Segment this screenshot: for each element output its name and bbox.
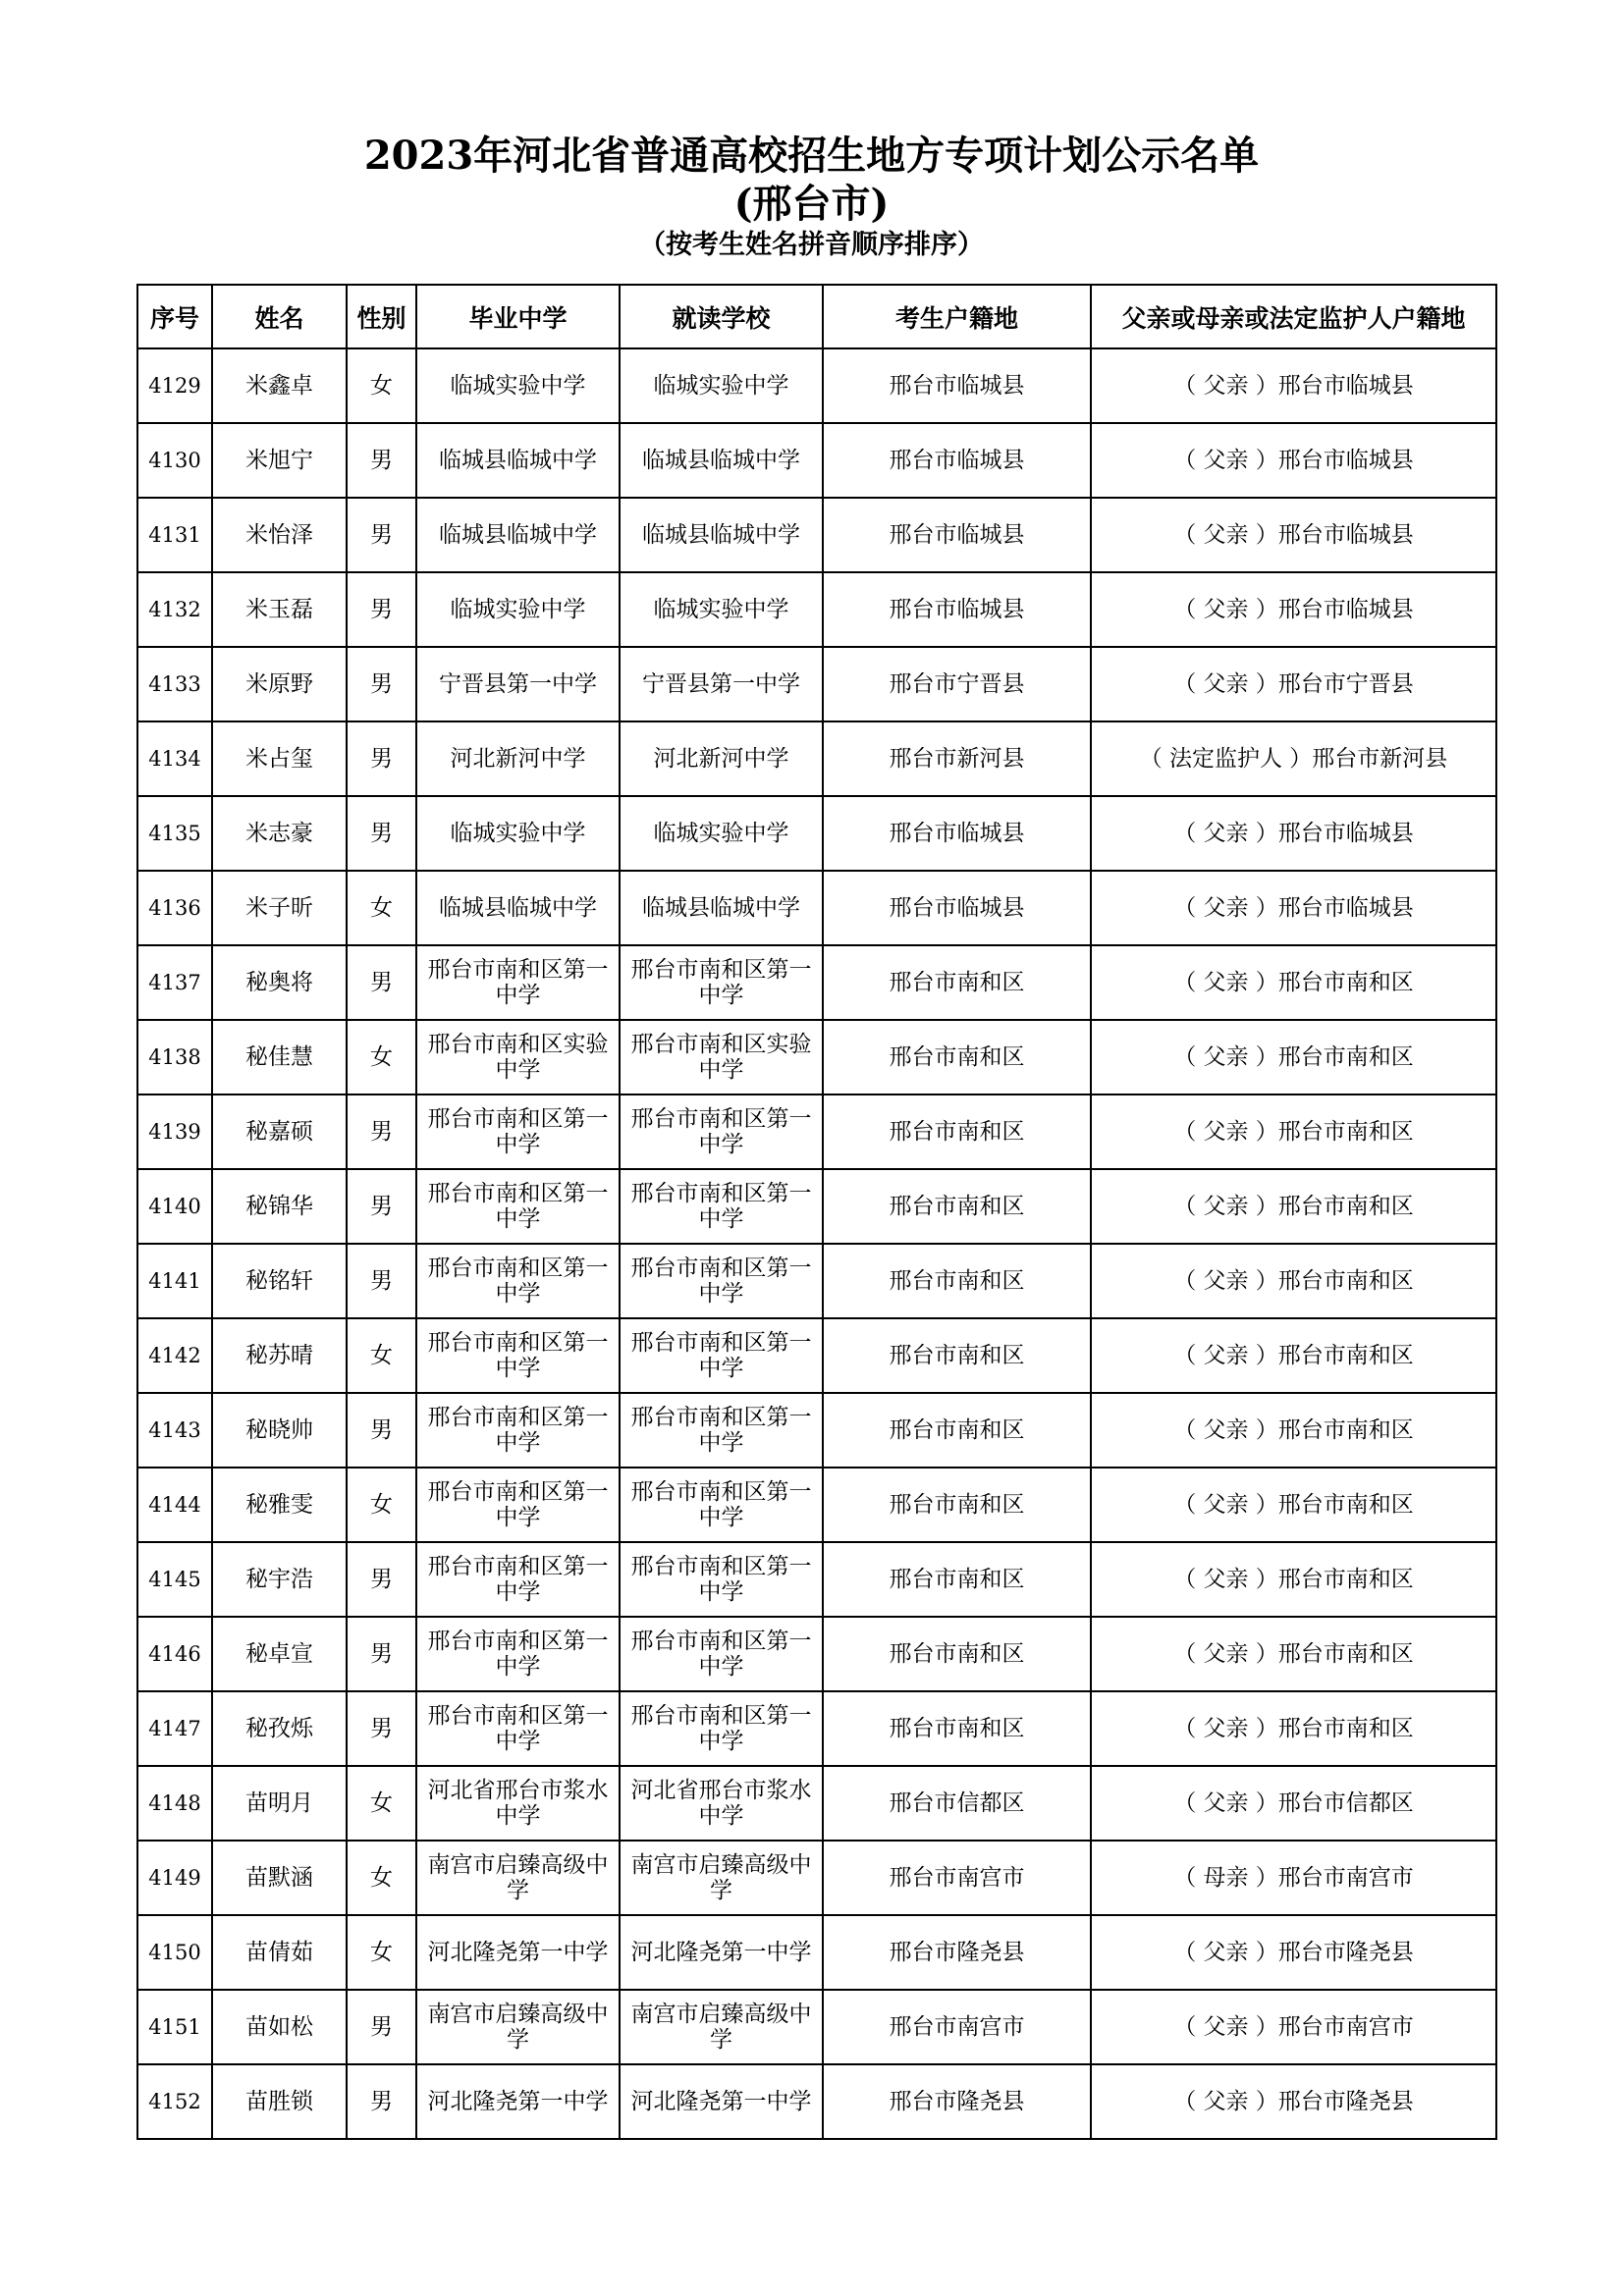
cell-name: 米玉磊 [212, 572, 347, 647]
cell-name: 秘苏晴 [212, 1318, 347, 1393]
cell-gender: 男 [347, 1990, 416, 2064]
cell-guardian-residence: （ 父亲 ）邢台市南和区 [1091, 1169, 1496, 1244]
cell-gender: 女 [347, 871, 416, 945]
table-row [137, 1393, 1496, 1468]
cell-gender: 男 [347, 796, 416, 871]
cell-name: 米志豪 [212, 796, 347, 871]
cell-current-school: 邢台市南和区第一中学 [620, 945, 823, 1020]
cell-guardian-residence: （ 父亲 ）邢台市南和区 [1091, 1542, 1496, 1617]
cell-student-residence: 邢台市新河县 [823, 721, 1091, 796]
cell-current-school: 临城县临城中学 [620, 498, 823, 572]
cell-index: 4134 [137, 721, 212, 796]
cell-guardian-residence: （ 父亲 ）邢台市南宫市 [1091, 1990, 1496, 2064]
cell-graduation-school: 临城实验中学 [416, 348, 620, 423]
cell-guardian-residence: （ 父亲 ）邢台市南和区 [1091, 1691, 1496, 1766]
cell-graduation-school: 宁晋县第一中学 [416, 647, 620, 721]
cell-student-residence: 邢台市南宫市 [823, 1841, 1091, 1915]
cell-student-residence: 邢台市临城县 [823, 572, 1091, 647]
cell-current-school: 邢台市南和区第一中学 [620, 1468, 823, 1542]
table-row [137, 1766, 1496, 1841]
column-header-student-residence: 考生户籍地 [823, 285, 1091, 348]
cell-student-residence: 邢台市南和区 [823, 945, 1091, 1020]
cell-student-residence: 邢台市隆尧县 [823, 1915, 1091, 1990]
cell-graduation-school: 河北新河中学 [416, 721, 620, 796]
cell-gender: 男 [347, 572, 416, 647]
table-row [137, 1318, 1496, 1393]
column-header-graduation-school: 毕业中学 [416, 285, 620, 348]
table-row [137, 1542, 1496, 1617]
table-row [137, 1244, 1496, 1318]
cell-guardian-residence: （ 父亲 ）邢台市南和区 [1091, 1095, 1496, 1169]
cell-index: 4131 [137, 498, 212, 572]
column-header-gender: 性别 [347, 285, 416, 348]
cell-gender: 女 [347, 1766, 416, 1841]
cell-name: 米原野 [212, 647, 347, 721]
cell-index: 4133 [137, 647, 212, 721]
cell-guardian-residence: （ 父亲 ）邢台市南和区 [1091, 1393, 1496, 1468]
cell-guardian-residence: （ 父亲 ）邢台市隆尧县 [1091, 1915, 1496, 1990]
cell-name: 苗默涵 [212, 1841, 347, 1915]
cell-current-school: 南宫市启臻高级中学 [620, 1841, 823, 1915]
cell-current-school: 临城实验中学 [620, 348, 823, 423]
cell-current-school: 邢台市南和区第一中学 [620, 1542, 823, 1617]
cell-index: 4142 [137, 1318, 212, 1393]
page-title: 2023年河北省普通高校招生地方专项计划公示名单 [363, 133, 1260, 179]
cell-guardian-residence: （ 父亲 ）邢台市临城县 [1091, 796, 1496, 871]
cell-graduation-school: 邢台市南和区第一中学 [416, 1095, 620, 1169]
table-row [137, 498, 1496, 572]
cell-gender: 女 [347, 348, 416, 423]
sort-note: （按考生姓名拼音顺序排序） [639, 230, 984, 260]
cell-name: 苗明月 [212, 1766, 347, 1841]
cell-current-school: 邢台市南和区第一中学 [620, 1244, 823, 1318]
cell-current-school: 河北新河中学 [620, 721, 823, 796]
cell-graduation-school: 河北隆尧第一中学 [416, 1915, 620, 1990]
cell-gender: 女 [347, 1020, 416, 1095]
admission-list-table [136, 284, 1497, 2140]
table-body [137, 348, 1496, 2139]
cell-index: 4145 [137, 1542, 212, 1617]
cell-current-school: 临城实验中学 [620, 572, 823, 647]
cell-gender: 女 [347, 1468, 416, 1542]
cell-graduation-school: 邢台市南和区第一中学 [416, 1617, 620, 1691]
table-row [137, 796, 1496, 871]
cell-graduation-school: 临城县临城中学 [416, 498, 620, 572]
cell-guardian-residence: （ 父亲 ）邢台市南和区 [1091, 1244, 1496, 1318]
cell-graduation-school: 邢台市南和区实验中学 [416, 1020, 620, 1095]
cell-current-school: 南宫市启臻高级中学 [620, 1990, 823, 2064]
cell-name: 秘宇浩 [212, 1542, 347, 1617]
cell-guardian-residence: （ 父亲 ）邢台市南和区 [1091, 945, 1496, 1020]
cell-guardian-residence: （ 父亲 ）邢台市南和区 [1091, 1020, 1496, 1095]
cell-graduation-school: 邢台市南和区第一中学 [416, 1542, 620, 1617]
table-row [137, 945, 1496, 1020]
cell-student-residence: 邢台市临城县 [823, 498, 1091, 572]
cell-gender: 男 [347, 2064, 416, 2139]
cell-index: 4140 [137, 1169, 212, 1244]
cell-graduation-school: 临城实验中学 [416, 796, 620, 871]
column-header-index: 序号 [137, 285, 212, 348]
cell-graduation-school: 河北省邢台市浆水中学 [416, 1766, 620, 1841]
cell-current-school: 邢台市南和区第一中学 [620, 1393, 823, 1468]
cell-student-residence: 邢台市南和区 [823, 1617, 1091, 1691]
cell-index: 4135 [137, 796, 212, 871]
table-row [137, 647, 1496, 721]
cell-index: 4141 [137, 1244, 212, 1318]
cell-current-school: 河北隆尧第一中学 [620, 2064, 823, 2139]
cell-name: 秘嘉硕 [212, 1095, 347, 1169]
cell-index: 4138 [137, 1020, 212, 1095]
cell-name: 苗倩茹 [212, 1915, 347, 1990]
cell-current-school: 邢台市南和区第一中学 [620, 1169, 823, 1244]
cell-index: 4130 [137, 423, 212, 498]
table-row [137, 1841, 1496, 1915]
cell-gender: 男 [347, 1095, 416, 1169]
cell-graduation-school: 邢台市南和区第一中学 [416, 1393, 620, 1468]
cell-gender: 男 [347, 1691, 416, 1766]
cell-guardian-residence: （ 父亲 ）邢台市隆尧县 [1091, 2064, 1496, 2139]
cell-graduation-school: 南宫市启臻高级中学 [416, 1990, 620, 2064]
cell-gender: 女 [347, 1915, 416, 1990]
cell-guardian-residence: （ 父亲 ）邢台市临城县 [1091, 348, 1496, 423]
cell-name: 米占玺 [212, 721, 347, 796]
cell-graduation-school: 邢台市南和区第一中学 [416, 1318, 620, 1393]
table-row [137, 1691, 1496, 1766]
cell-student-residence: 邢台市南和区 [823, 1691, 1091, 1766]
cell-student-residence: 邢台市临城县 [823, 796, 1091, 871]
cell-name: 米鑫卓 [212, 348, 347, 423]
cell-index: 4129 [137, 348, 212, 423]
table-row [137, 1617, 1496, 1691]
cell-student-residence: 邢台市南和区 [823, 1095, 1091, 1169]
cell-student-residence: 邢台市南和区 [823, 1244, 1091, 1318]
cell-student-residence: 邢台市南和区 [823, 1318, 1091, 1393]
cell-guardian-residence: （ 父亲 ）邢台市临城县 [1091, 498, 1496, 572]
cell-gender: 男 [347, 1393, 416, 1468]
cell-student-residence: 邢台市信都区 [823, 1766, 1091, 1841]
cell-index: 4136 [137, 871, 212, 945]
cell-current-school: 河北省邢台市浆水中学 [620, 1766, 823, 1841]
cell-student-residence: 邢台市南和区 [823, 1468, 1091, 1542]
cell-student-residence: 邢台市南和区 [823, 1169, 1091, 1244]
cell-current-school: 邢台市南和区第一中学 [620, 1318, 823, 1393]
cell-guardian-residence: （ 父亲 ）邢台市南和区 [1091, 1468, 1496, 1542]
page-subtitle: (邢台市) [733, 181, 890, 227]
cell-student-residence: 邢台市临城县 [823, 423, 1091, 498]
cell-name: 米旭宁 [212, 423, 347, 498]
cell-graduation-school: 邢台市南和区第一中学 [416, 1691, 620, 1766]
cell-index: 4146 [137, 1617, 212, 1691]
cell-gender: 男 [347, 1542, 416, 1617]
cell-student-residence: 邢台市临城县 [823, 348, 1091, 423]
cell-name: 秘孜烁 [212, 1691, 347, 1766]
table-row [137, 1915, 1496, 1990]
cell-gender: 女 [347, 1841, 416, 1915]
cell-index: 4147 [137, 1691, 212, 1766]
cell-index: 4149 [137, 1841, 212, 1915]
table-row [137, 721, 1496, 796]
cell-gender: 男 [347, 1617, 416, 1691]
cell-guardian-residence: （ 父亲 ）邢台市宁晋县 [1091, 647, 1496, 721]
cell-current-school: 临城实验中学 [620, 796, 823, 871]
cell-gender: 男 [347, 1244, 416, 1318]
cell-gender: 男 [347, 498, 416, 572]
cell-guardian-residence: （ 父亲 ）邢台市南和区 [1091, 1318, 1496, 1393]
column-header-current-school: 就读学校 [620, 285, 823, 348]
cell-guardian-residence: （ 父亲 ）邢台市南和区 [1091, 1617, 1496, 1691]
table-row [137, 1468, 1496, 1542]
table-row [137, 871, 1496, 945]
cell-guardian-residence: （ 父亲 ）邢台市临城县 [1091, 423, 1496, 498]
cell-name: 秘锦华 [212, 1169, 347, 1244]
cell-name: 秘铭轩 [212, 1244, 347, 1318]
cell-current-school: 邢台市南和区实验中学 [620, 1020, 823, 1095]
cell-name: 秘雅雯 [212, 1468, 347, 1542]
cell-student-residence: 邢台市南和区 [823, 1542, 1091, 1617]
cell-graduation-school: 临城县临城中学 [416, 871, 620, 945]
cell-name: 秘卓宣 [212, 1617, 347, 1691]
cell-name: 米子昕 [212, 871, 347, 945]
cell-student-residence: 邢台市南和区 [823, 1393, 1091, 1468]
cell-name: 苗胜锁 [212, 2064, 347, 2139]
table-row [137, 572, 1496, 647]
table-header-row [137, 285, 1496, 348]
cell-current-school: 临城县临城中学 [620, 871, 823, 945]
cell-gender: 男 [347, 721, 416, 796]
cell-current-school: 宁晋县第一中学 [620, 647, 823, 721]
cell-index: 4151 [137, 1990, 212, 2064]
cell-index: 4139 [137, 1095, 212, 1169]
cell-graduation-school: 邢台市南和区第一中学 [416, 945, 620, 1020]
cell-student-residence: 邢台市宁晋县 [823, 647, 1091, 721]
cell-gender: 男 [347, 423, 416, 498]
cell-guardian-residence: （ 父亲 ）邢台市信都区 [1091, 1766, 1496, 1841]
table-row [137, 1169, 1496, 1244]
cell-graduation-school: 临城县临城中学 [416, 423, 620, 498]
cell-name: 秘奥将 [212, 945, 347, 1020]
table-row [137, 348, 1496, 423]
cell-index: 4144 [137, 1468, 212, 1542]
cell-current-school: 河北隆尧第一中学 [620, 1915, 823, 1990]
table-row [137, 1990, 1496, 2064]
cell-current-school: 邢台市南和区第一中学 [620, 1691, 823, 1766]
table-row [137, 2064, 1496, 2139]
table-row [137, 1095, 1496, 1169]
cell-student-residence: 邢台市南和区 [823, 1020, 1091, 1095]
cell-graduation-school: 河北隆尧第一中学 [416, 2064, 620, 2139]
cell-index: 4137 [137, 945, 212, 1020]
cell-guardian-residence: （ 母亲 ）邢台市南宫市 [1091, 1841, 1496, 1915]
cell-graduation-school: 邢台市南和区第一中学 [416, 1169, 620, 1244]
cell-name: 秘佳慧 [212, 1020, 347, 1095]
cell-index: 4148 [137, 1766, 212, 1841]
cell-guardian-residence: （ 法定监护人 ）邢台市新河县 [1091, 721, 1496, 796]
cell-gender: 男 [347, 1169, 416, 1244]
cell-name: 米怡泽 [212, 498, 347, 572]
table-row [137, 423, 1496, 498]
cell-student-residence: 邢台市隆尧县 [823, 2064, 1091, 2139]
cell-gender: 男 [347, 647, 416, 721]
cell-student-residence: 邢台市临城县 [823, 871, 1091, 945]
cell-graduation-school: 邢台市南和区第一中学 [416, 1244, 620, 1318]
cell-name: 苗如松 [212, 1990, 347, 2064]
cell-index: 4152 [137, 2064, 212, 2139]
cell-gender: 男 [347, 945, 416, 1020]
cell-graduation-school: 临城实验中学 [416, 572, 620, 647]
cell-current-school: 邢台市南和区第一中学 [620, 1095, 823, 1169]
column-header-name: 姓名 [212, 285, 347, 348]
table-row [137, 1020, 1496, 1095]
cell-graduation-school: 南宫市启臻高级中学 [416, 1841, 620, 1915]
cell-current-school: 临城县临城中学 [620, 423, 823, 498]
cell-index: 4132 [137, 572, 212, 647]
cell-guardian-residence: （ 父亲 ）邢台市临城县 [1091, 572, 1496, 647]
cell-graduation-school: 邢台市南和区第一中学 [416, 1468, 620, 1542]
cell-name: 秘晓帅 [212, 1393, 347, 1468]
cell-index: 4143 [137, 1393, 212, 1468]
cell-gender: 女 [347, 1318, 416, 1393]
cell-guardian-residence: （ 父亲 ）邢台市临城县 [1091, 871, 1496, 945]
cell-index: 4150 [137, 1915, 212, 1990]
column-header-guardian-residence: 父亲或母亲或法定监护人户籍地 [1091, 285, 1496, 348]
cell-current-school: 邢台市南和区第一中学 [620, 1617, 823, 1691]
cell-student-residence: 邢台市南宫市 [823, 1990, 1091, 2064]
